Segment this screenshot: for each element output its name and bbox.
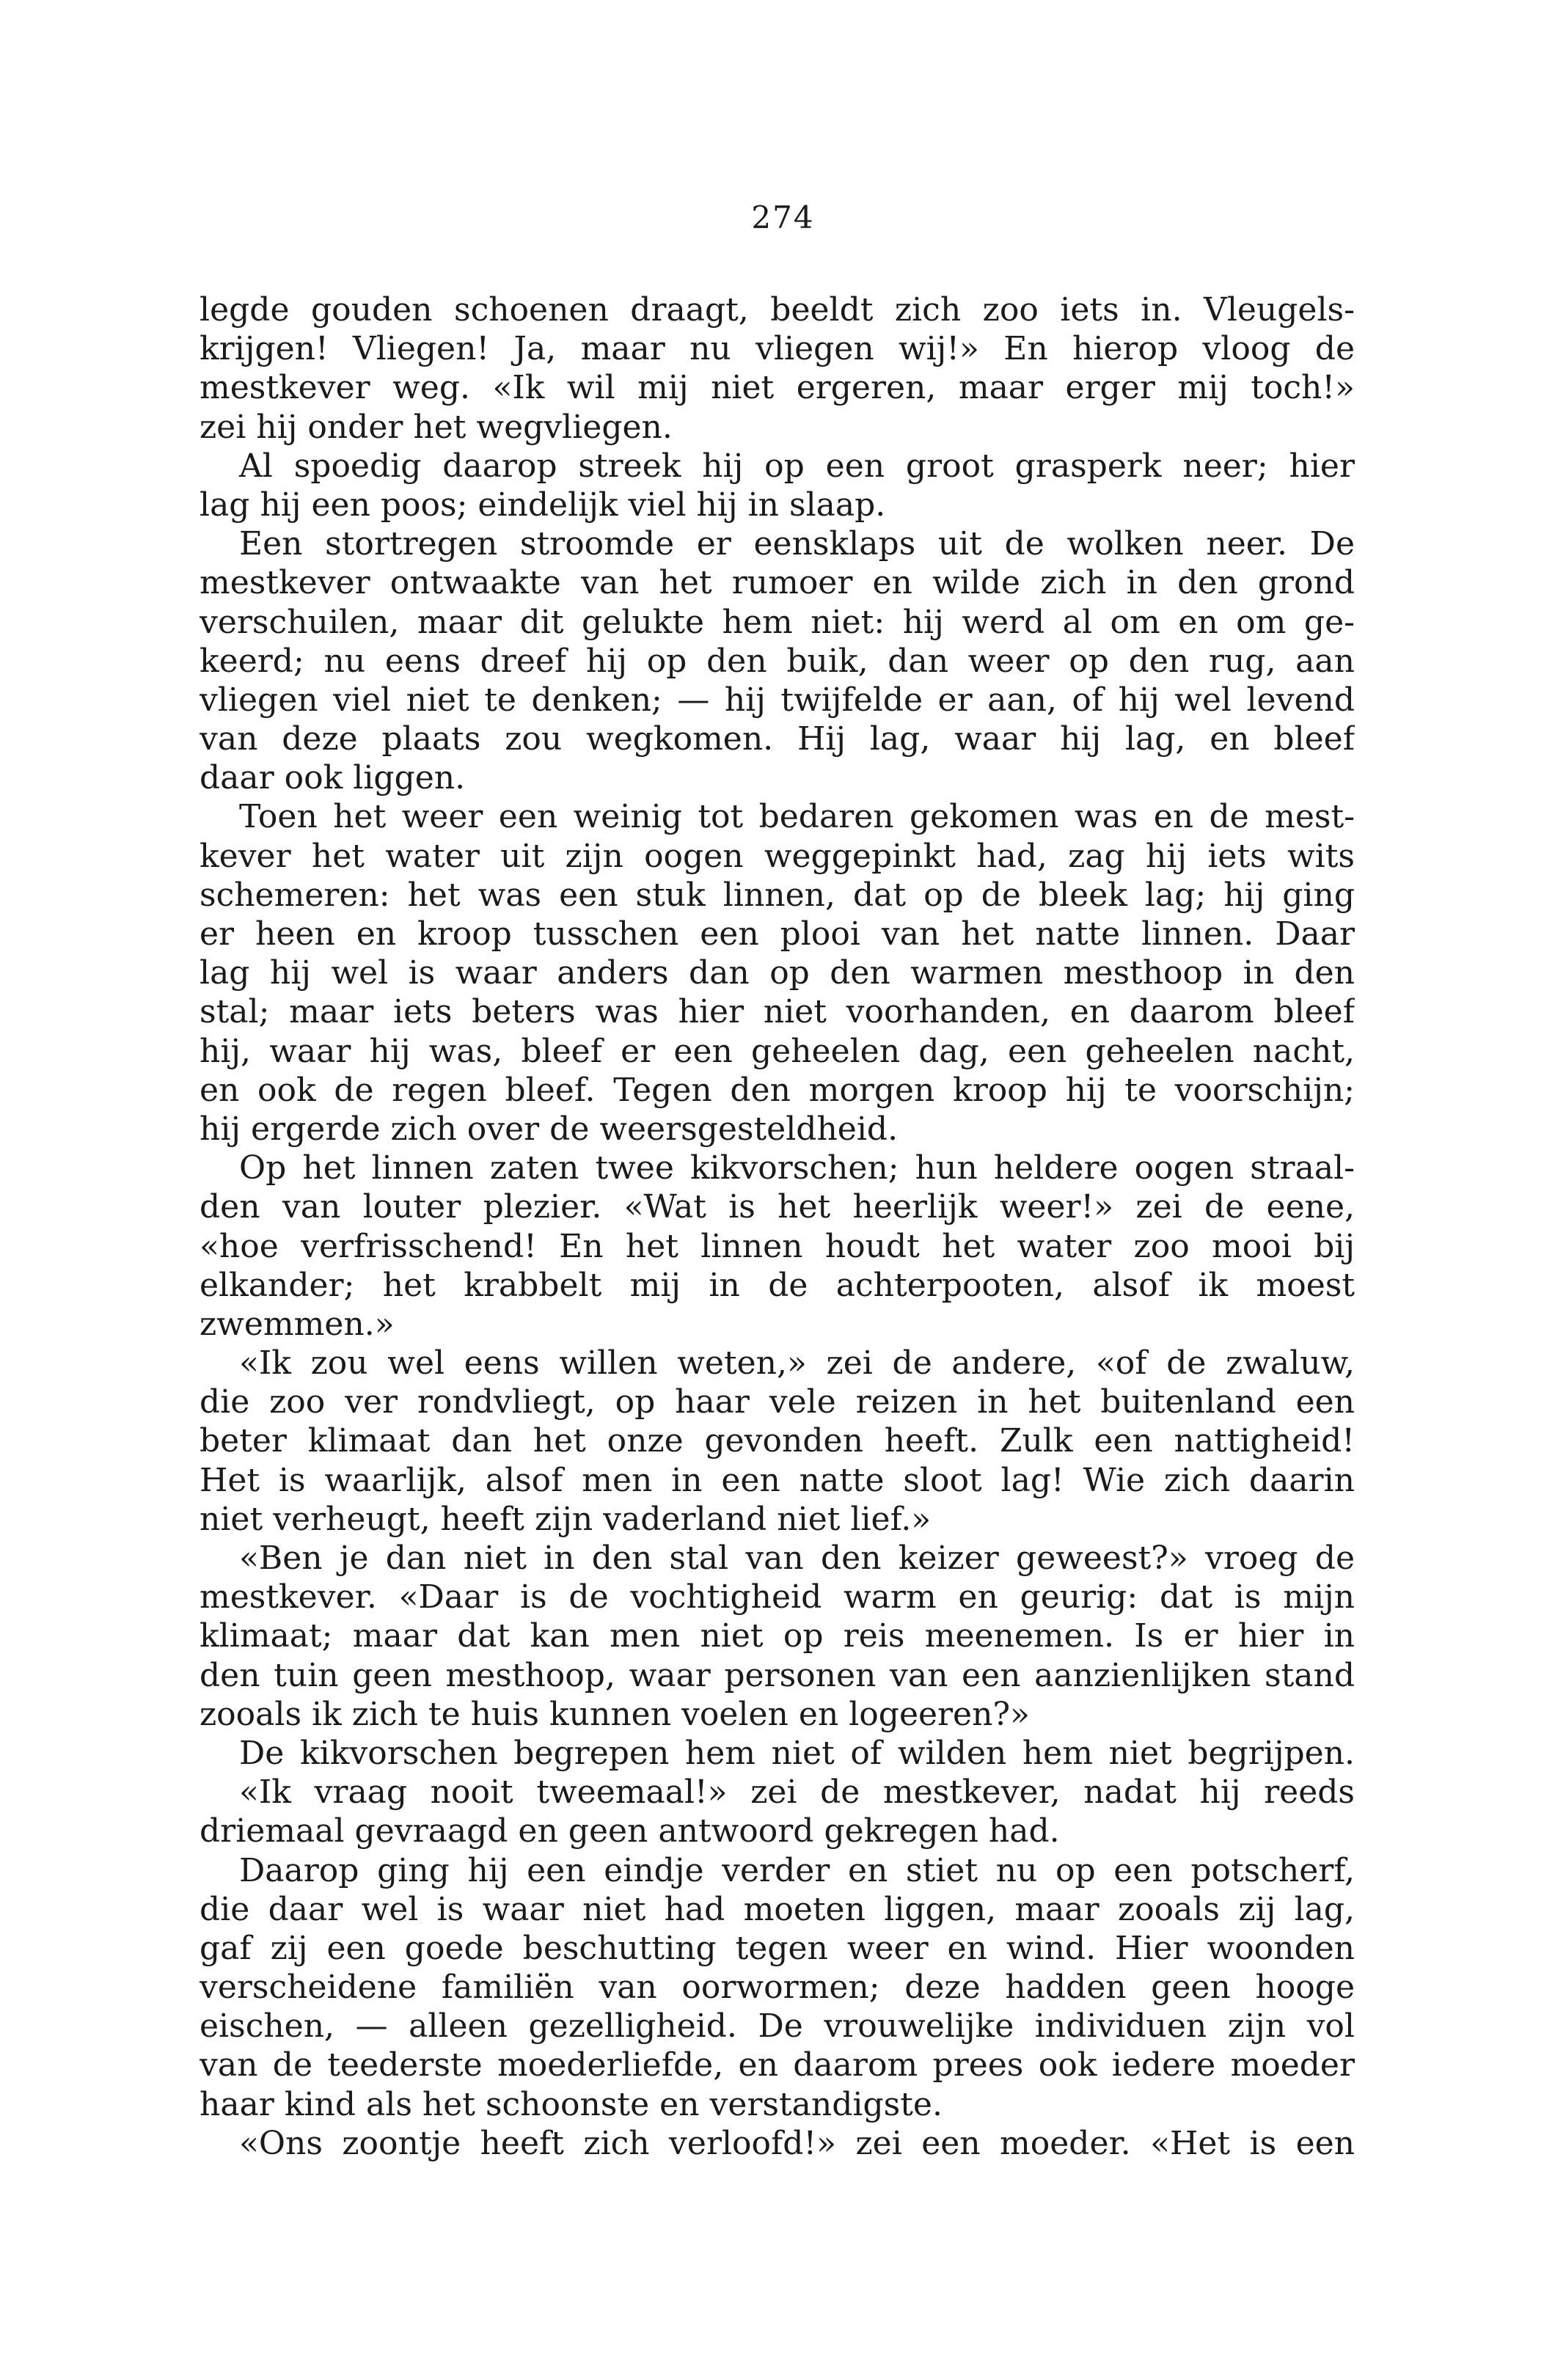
- text-line: niet verheugt, heeft zijn vaderland niet lief.»: [200, 1500, 932, 1538]
- text-line: die daar wel is waar niet had moeten liggen, maar zooals zij lag,: [200, 1890, 1355, 1928]
- text-line: den tuin geen mesthoop, waar personen van een aanzienlijken stand: [200, 1656, 1355, 1694]
- text-line: lag hij wel is waar anders dan op den warmen mesthoop in den: [200, 954, 1355, 992]
- text-line: verscheidene familiën van oorwormen; deze hadden geen hooge: [200, 1969, 1355, 2007]
- text-line: Toen het weer een weinig tot bedaren gekomen was en de mest-: [239, 798, 1355, 836]
- text-line: «hoe verfrisschend! En het linnen houdt het water zoo mooi bij: [200, 1227, 1355, 1265]
- text-line: driemaal gevraagd en geen antwoord gekregen had.: [200, 1812, 1060, 1850]
- text-line: die zoo ver rondvliegt, op haar vele reizen in het buitenland een: [200, 1383, 1355, 1421]
- text-line: «Ons zoontje heeft zich verloofd!» zei een moeder. «Het is een: [239, 2124, 1355, 2162]
- text-line: «Ben je dan niet in den stal van den keizer geweest?» vroeg de: [239, 1539, 1355, 1577]
- text-line: mestkever weg. «Ik wil mij niet ergeren, maar erger mij toch!»: [200, 369, 1355, 407]
- text-line: beter klimaat dan het onze gevonden heeft. Zulk een nattigheid!: [200, 1422, 1355, 1460]
- text-line: daar ook liggen.: [200, 759, 466, 797]
- page-number: 274: [751, 199, 815, 235]
- text-line: lag hij een poos; eindelijk viel hij in slaap.: [200, 486, 886, 524]
- text-line: elkander; het krabbelt mij in de achterpooten, alsof ik moest: [200, 1266, 1355, 1304]
- text-line: klimaat; maar dat kan men niet op reis meenemen. Is er hier in: [200, 1617, 1355, 1655]
- text-line: er heen en kroop tusschen een plooi van het natte linnen. Daar: [200, 915, 1355, 953]
- text-line: Al spoedig daarop streek hij op een groot grasperk neer; hier: [239, 447, 1355, 485]
- text-line: hij, waar hij was, bleef er een geheelen dag, een geheelen nacht,: [200, 1032, 1355, 1070]
- text-line: mestkever ontwaakte van het rumoer en wilde zich in den grond: [200, 564, 1355, 602]
- text-line: Het is waarlijk, alsof men in een natte sloot lag! Wie zich daarin: [200, 1461, 1355, 1499]
- text-line: van de teederste moederliefde, en daarom prees ook iedere moeder: [200, 2046, 1355, 2084]
- text-line: zooals ik zich te huis kunnen voelen en logeeren?»: [200, 1695, 1030, 1733]
- text-line: keerd; nu eens dreef hij op den buik, dan weer op den rug, aan: [200, 642, 1355, 680]
- text-line: stal; maar iets beters was hier niet voorhanden, en daarom bleef: [200, 993, 1355, 1031]
- text-line: van deze plaats zou wegkomen. Hij lag, waar hij lag, en bleef: [200, 720, 1355, 758]
- text-line: zwemmen.»: [200, 1305, 395, 1343]
- text-line: «Ik vraag nooit tweemaal!» zei de mestkever, nadat hij reeds: [239, 1773, 1355, 1812]
- text-line: mestkever. «Daar is de vochtigheid warm en geurig: dat is mijn: [200, 1578, 1355, 1616]
- text-line: «Ik zou wel eens willen weten,» zei de andere, «of de zwaluw,: [239, 1344, 1355, 1383]
- text-line: kever het water uit zijn oogen weggepinkt had, zag hij iets wits: [200, 837, 1355, 875]
- text-line: zei hij onder het wegvliegen.: [200, 408, 673, 446]
- text-line: vliegen viel niet te denken; — hij twijfelde er aan, of hij wel levend: [200, 681, 1355, 719]
- text-line: den van louter plezier. «Wat is het heerlijk weer!» zei de eene,: [200, 1188, 1355, 1226]
- text-line: schemeren: het was een stuk linnen, dat op de bleek lag; hij ging: [200, 876, 1355, 914]
- text-line: en ook de regen bleef. Tegen den morgen kroop hij te voorschijn;: [200, 1071, 1355, 1109]
- text-line: legde gouden schoenen draagt, beeldt zich zoo iets in. Vleugels-: [200, 291, 1355, 329]
- text-line: verschuilen, maar dit gelukte hem niet: hij werd al om en om ge-: [200, 603, 1355, 641]
- text-line: Daarop ging hij een eindje verder en stiet nu op een potscherf,: [239, 1851, 1355, 1889]
- text-line: eischen, — alleen gezelligheid. De vrouwelijke individuen zijn vol: [200, 2007, 1355, 2046]
- text-line: krijgen! Vliegen! Ja, maar nu vliegen wij!» En hierop vloog de: [200, 330, 1355, 368]
- text-line: Een stortregen stroomde er eensklaps uit de wolken neer. De: [239, 525, 1355, 563]
- text-line: Op het linnen zaten twee kikvorschen; hun heldere oogen straal-: [239, 1149, 1355, 1187]
- text-line: De kikvorschen begrepen hem niet of wilden hem niet begrijpen.: [239, 1734, 1355, 1772]
- text-line: gaf zij een goede beschutting tegen weer en wind. Hier woonden: [200, 1929, 1355, 1967]
- body-text: [200, 290, 1355, 2163]
- text-line: hij ergerde zich over de weersgesteldheid.: [200, 1110, 899, 1148]
- text-line: haar kind als het schoonste en verstandigste.: [200, 2085, 943, 2123]
